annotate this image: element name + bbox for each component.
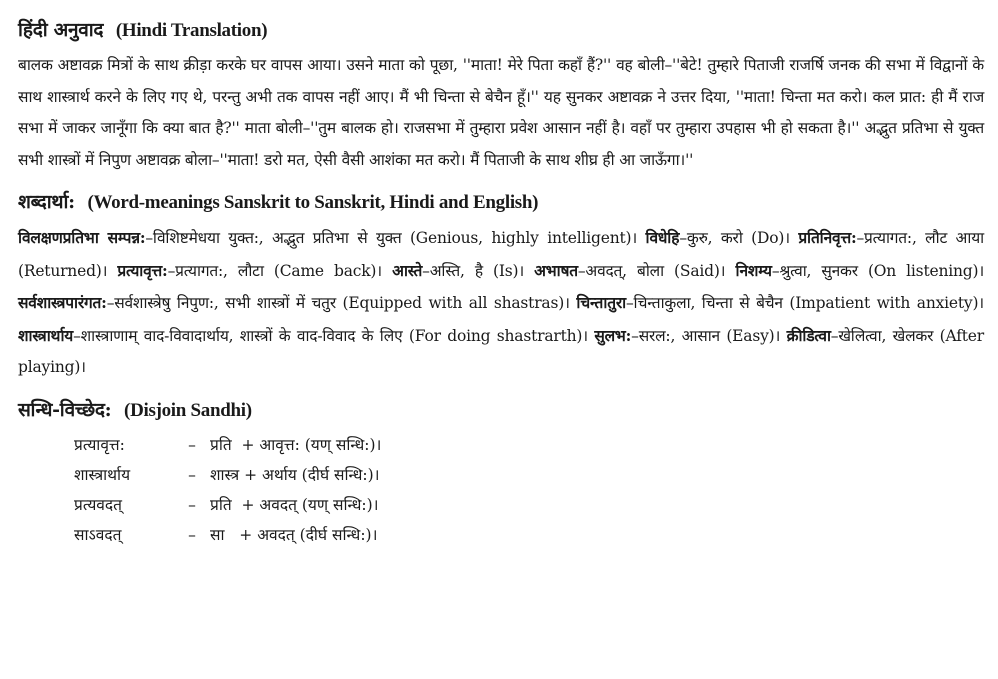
sandhi-dash: – [188, 465, 196, 484]
sandhi-dash: – [188, 495, 196, 514]
sandhi-word: साऽवदत् [74, 525, 122, 544]
heading-english: (Hindi Translation) [115, 20, 268, 41]
sandhi-row [74, 490, 984, 520]
word-term: सुलभ: [594, 325, 632, 345]
word-meaning: –शास्त्राणाम् वाद-विवादार्थाय, शास्त्रों के वाद-विवाद के लिए (For doing shastrarth)। [73, 326, 595, 345]
word-term: प्रतिनिवृत्त: [798, 228, 857, 247]
word-meaning: –श्रुत्वा, सुनकर (On listening)। [771, 261, 985, 280]
sandhi-word: प्रत्यवदत् [74, 495, 122, 514]
sandhi-row [74, 520, 984, 550]
sandhi-dash: – [188, 435, 196, 454]
sandhi-dash: – [188, 525, 196, 544]
word-meanings-heading [18, 188, 984, 214]
translation-heading [18, 16, 984, 42]
word-meaning: –सरल:, आसान (Easy)। [631, 326, 787, 345]
word-meaning: –अवदत्, बोला (Said)। [577, 261, 736, 280]
word-meaning: –प्रत्यागत:, लौटा (Came back)। [167, 261, 393, 280]
sandhi-split: प्रति + अवदत् (यण् सन्धि:)। [210, 495, 379, 514]
word-term: निशम्य [735, 260, 772, 280]
word-term: सर्वशास्त्रपारंगत: [18, 293, 107, 312]
heading-hindi: हिंदी अनुवाद [18, 19, 104, 41]
heading-hindi: शब्दार्था: [18, 191, 75, 213]
word-meaning: –प्रत्यागत:, लौट आया (Returned)। [18, 229, 984, 280]
sandhi-list [74, 430, 984, 550]
sandhi-word: शास्त्रार्थाय [74, 465, 131, 484]
word-term: शास्त्रार्थाय [18, 325, 74, 345]
word-term: अभाषत [534, 260, 578, 280]
sandhi-split: प्रति + आवृत्त: (यण् सन्धि:)। [210, 435, 382, 454]
translation-paragraph: बालक अष्टावक्र मित्रों के साथ क्रीड़ा करके घर वापस आया। उसने माता को पूछा, ''माता! मेरे पिता कहाँ हैं?'' वह बोली–''बेटे! तुम्हारे पिताजी राजर्षि जनक की सभा में विद्वानों के साथ शास्त्रार्थ करने के लिए गए थे, परन्तु अभी तक वापस नहीं आए। मैं भी चिन्ता से बेचैन हूँ।'' यह सुनकर अष्टावक्र ने उत्तर दिया, ''माता! चिन्ता मत करो। कल प्रात: ही मैं राज सभा में जाकर जानूँगा कि क्या बात है?'' माता बोली–''तुम बालक हो। राजसभा में तुम्हारा प्रवेश आसान नहीं है। वहाँ पर तुम्हारा उपहास भी हो सकता है।'' अद्भुत प्रतिभा से युक्त सभी शास्त्रों में निपुण अष्टावक्र बोला–''माता! डरो मत, ऐसी वैसी आशंका मत करो। मैं पिताजी के साथ शीघ्र ही आ जाऊँगा।'' [18, 56, 984, 169]
sandhi-word: प्रत्यावृत्त: [74, 435, 125, 454]
word-term: विलक्षणप्रतिभा सम्पन्न: [18, 228, 146, 247]
sandhi-split: शास्त्र + अर्थाय (दीर्घ सन्धि:)। [210, 465, 380, 484]
word-meanings-paragraph [18, 222, 984, 384]
heading-english: (Word-meanings Sanskrit to Sanskrit, Hindi and English) [87, 192, 539, 213]
word-meaning: –खेलित्वा, खेलकर (After playing)। [18, 326, 984, 376]
heading-hindi: सन्धि-विच्छेद: [18, 398, 112, 421]
word-term: आस्ते [392, 260, 423, 280]
heading-english: (Disjoin Sandhi) [124, 399, 252, 421]
sandhi-row [74, 460, 984, 490]
word-meaning: –चिन्ताकुला, चिन्ता से बेचैन (Impatient with anxiety)। [626, 294, 984, 312]
word-meaning: –सर्वशास्त्रेषु निपुण:, सभी शास्त्रों में चतुर (Equipped with all shastras)। [106, 294, 577, 312]
word-term: विधेहि [645, 228, 680, 247]
word-meaning: –कुरु, करो (Do)। [679, 229, 799, 247]
sandhi-heading [18, 396, 984, 422]
sandhi-row [74, 430, 984, 460]
word-meaning: –अस्ति, है (Is)। [422, 261, 535, 280]
word-term: क्रीडित्वा [786, 325, 831, 345]
word-term: प्रत्यावृत्त: [117, 260, 168, 280]
word-term: चिन्तातुरा [576, 293, 626, 312]
sandhi-split: सा + अवदत् (दीर्घ सन्धि:)। [210, 525, 378, 544]
word-meaning: –विशिष्टमेधया युक्त:, अद्भुत प्रतिभा से युक्त (Genious, highly intelligent)। [145, 229, 646, 247]
